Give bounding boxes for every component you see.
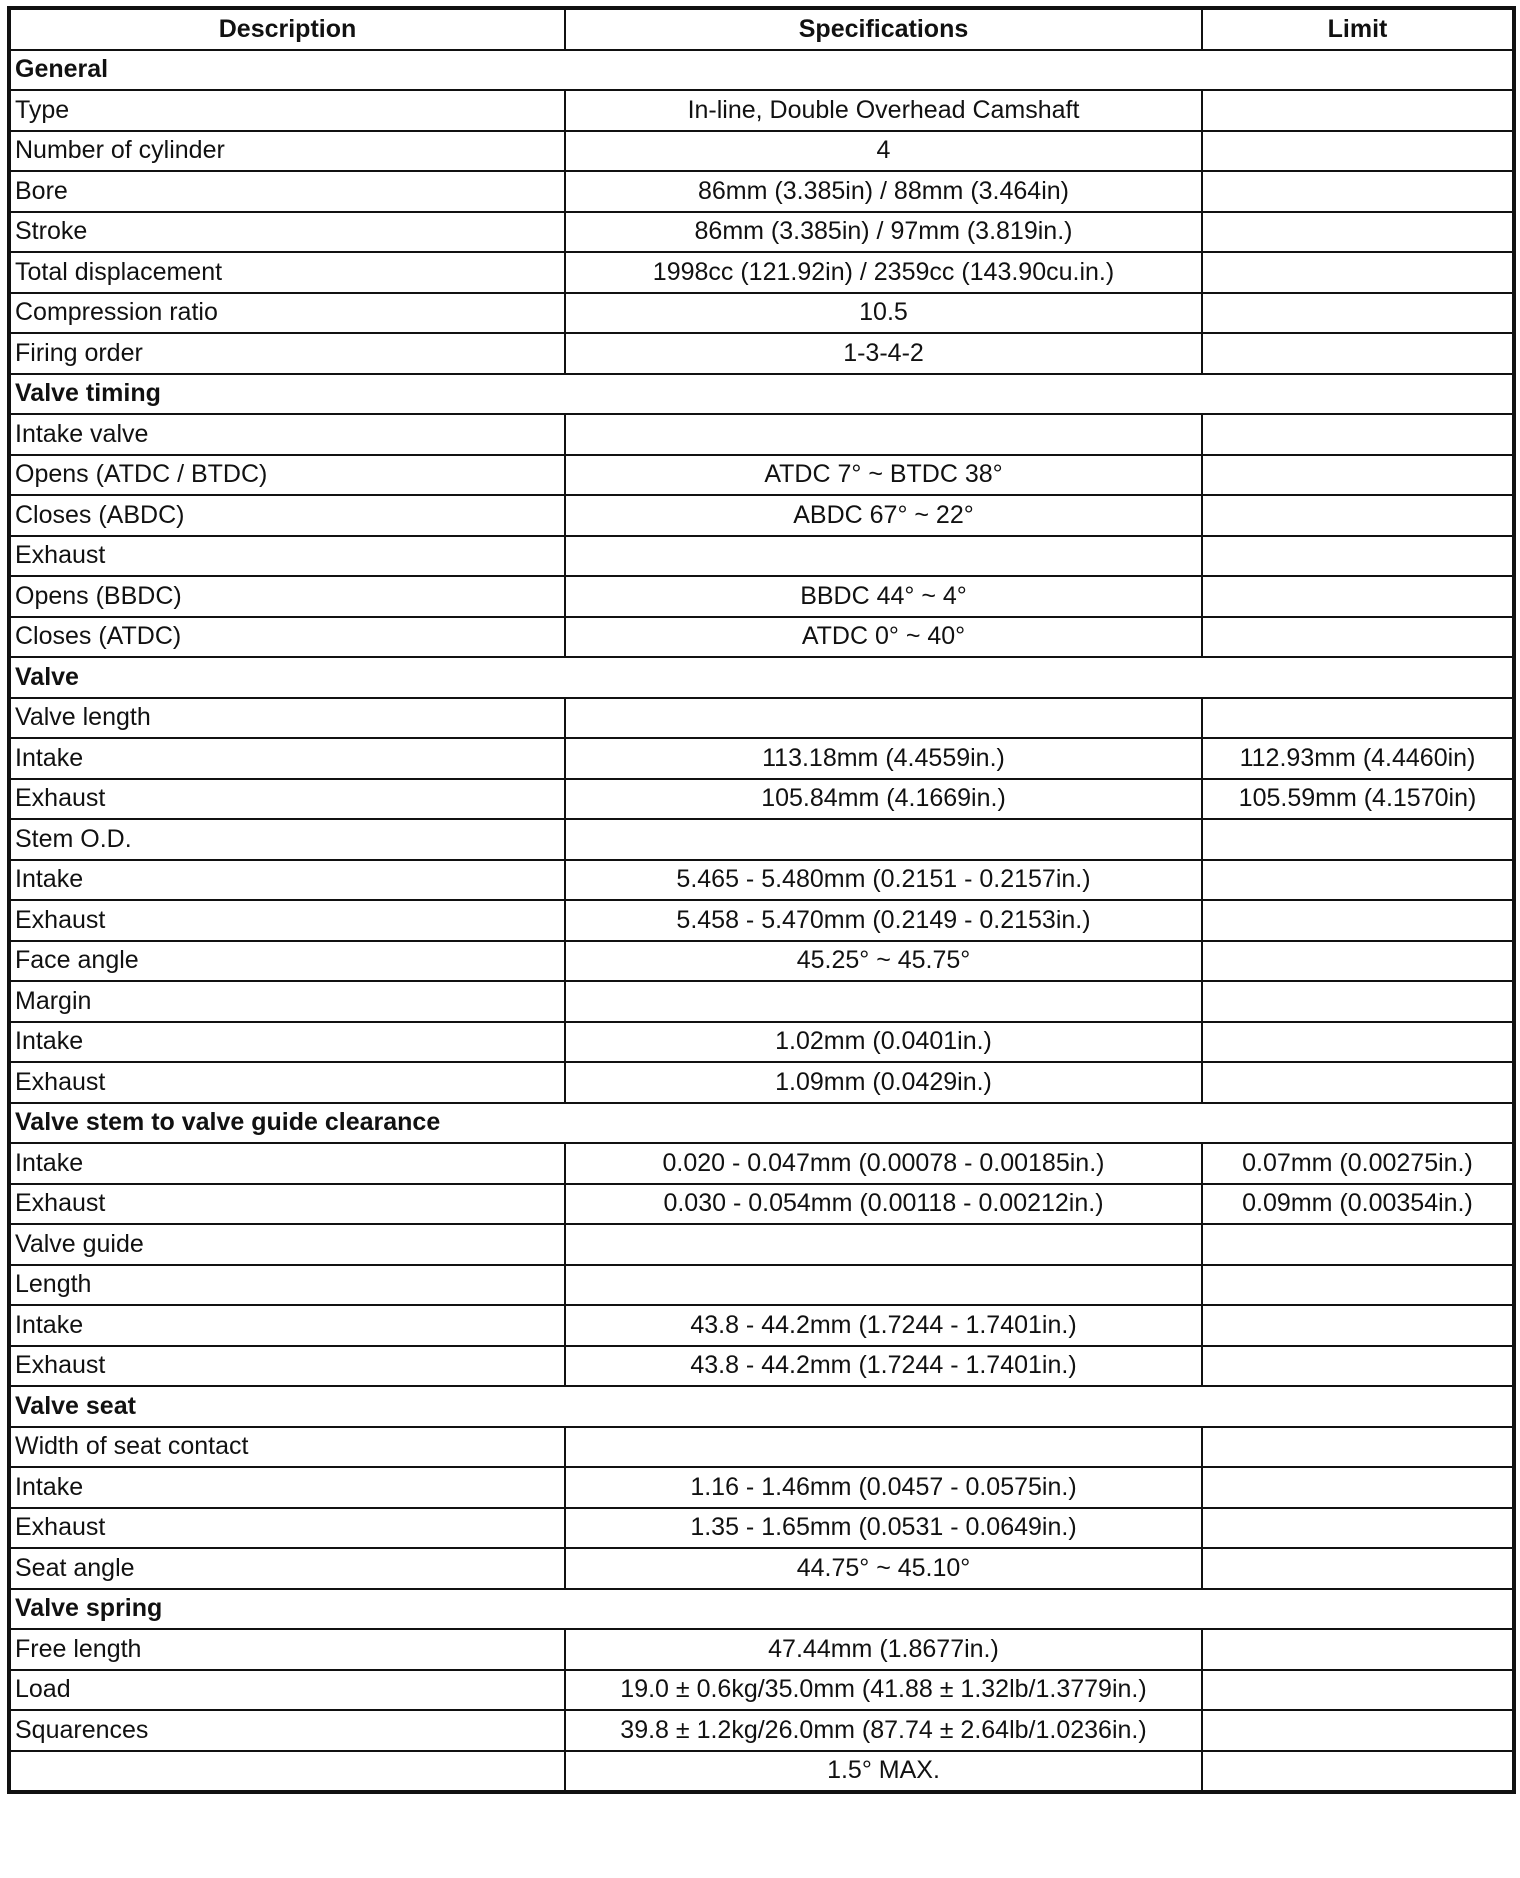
limit-cell (1202, 293, 1514, 334)
limit-cell: 105.59mm (4.1570in) (1202, 779, 1514, 820)
table-row (9, 1508, 1514, 1549)
description-cell: Exhaust (9, 1508, 565, 1549)
table-row (9, 1143, 1514, 1184)
description-cell (9, 1751, 565, 1793)
table-row (9, 90, 1514, 131)
table-row (9, 1022, 1514, 1063)
section-title: Valve stem to valve guide clearance (9, 1103, 1514, 1144)
specification-cell (565, 819, 1202, 860)
table-row (9, 941, 1514, 982)
description-cell: Intake valve (9, 414, 565, 455)
limit-cell (1202, 1427, 1514, 1468)
specification-cell: 45.25° ~ 45.75° (565, 941, 1202, 982)
description-cell: Length (9, 1265, 565, 1306)
table-row (9, 738, 1514, 779)
description-cell: Compression ratio (9, 293, 565, 334)
table-row (9, 981, 1514, 1022)
limit-cell (1202, 900, 1514, 941)
table-row (9, 1670, 1514, 1711)
section-header-row (9, 657, 1514, 698)
description-cell: Intake (9, 1305, 565, 1346)
header-limit: Limit (1202, 8, 1514, 50)
description-cell: Seat angle (9, 1548, 565, 1589)
description-cell: Total displacement (9, 252, 565, 293)
table-row (9, 1184, 1514, 1225)
limit-cell (1202, 333, 1514, 374)
specification-cell: 19.0 ± 0.6kg/35.0mm (41.88 ± 1.32lb/1.3779in.) (565, 1670, 1202, 1711)
header-row (9, 8, 1514, 50)
specification-cell: ATDC 7° ~ BTDC 38° (565, 455, 1202, 496)
table-row (9, 1224, 1514, 1265)
section-title: General (9, 50, 1514, 91)
limit-cell (1202, 1467, 1514, 1508)
specification-cell: BBDC 44° ~ 4° (565, 576, 1202, 617)
table-row (9, 860, 1514, 901)
specification-cell: 39.8 ± 1.2kg/26.0mm (87.74 ± 2.64lb/1.0236in.) (565, 1710, 1202, 1751)
engine-spec-table (7, 6, 1516, 1794)
specification-cell: 10.5 (565, 293, 1202, 334)
table-row (9, 455, 1514, 496)
section-header-row (9, 1386, 1514, 1427)
table-row (9, 1346, 1514, 1387)
description-cell: Exhaust (9, 900, 565, 941)
limit-cell (1202, 1346, 1514, 1387)
section-header-row (9, 374, 1514, 415)
limit-cell (1202, 1022, 1514, 1063)
section-header-row (9, 1103, 1514, 1144)
table-row (9, 576, 1514, 617)
limit-cell (1202, 941, 1514, 982)
description-cell: Load (9, 1670, 565, 1711)
specification-cell: In-line, Double Overhead Camshaft (565, 90, 1202, 131)
limit-cell: 0.09mm (0.00354in.) (1202, 1184, 1514, 1225)
description-cell: Intake (9, 738, 565, 779)
table-row (9, 252, 1514, 293)
table-row (9, 617, 1514, 658)
description-cell: Width of seat contact (9, 1427, 565, 1468)
table-header (9, 8, 1514, 50)
limit-cell (1202, 1062, 1514, 1103)
table-row (9, 131, 1514, 172)
description-cell: Exhaust (9, 779, 565, 820)
specification-cell: 5.458 - 5.470mm (0.2149 - 0.2153in.) (565, 900, 1202, 941)
limit-cell (1202, 171, 1514, 212)
limit-cell (1202, 536, 1514, 577)
description-cell: Bore (9, 171, 565, 212)
specification-cell (565, 698, 1202, 739)
limit-cell (1202, 1224, 1514, 1265)
table-body (9, 50, 1514, 1793)
limit-cell (1202, 860, 1514, 901)
header-specifications: Specifications (565, 8, 1202, 50)
table-row (9, 1305, 1514, 1346)
limit-cell (1202, 212, 1514, 253)
description-cell: Valve guide (9, 1224, 565, 1265)
description-cell: Stem O.D. (9, 819, 565, 860)
specification-cell: 1.35 - 1.65mm (0.0531 - 0.0649in.) (565, 1508, 1202, 1549)
description-cell: Firing order (9, 333, 565, 374)
limit-cell (1202, 576, 1514, 617)
section-title: Valve timing (9, 374, 1514, 415)
description-cell: Free length (9, 1629, 565, 1670)
limit-cell (1202, 1548, 1514, 1589)
limit-cell (1202, 1265, 1514, 1306)
description-cell: Squarences (9, 1710, 565, 1751)
specification-cell: 1.09mm (0.0429in.) (565, 1062, 1202, 1103)
limit-cell (1202, 131, 1514, 172)
description-cell: Valve length (9, 698, 565, 739)
specification-cell: 113.18mm (4.4559in.) (565, 738, 1202, 779)
specification-cell: 0.030 - 0.054mm (0.00118 - 0.00212in.) (565, 1184, 1202, 1225)
table-row (9, 1427, 1514, 1468)
specification-cell (565, 1224, 1202, 1265)
description-cell: Intake (9, 1467, 565, 1508)
spec-table-container (7, 6, 1512, 1794)
limit-cell (1202, 90, 1514, 131)
limit-cell (1202, 1751, 1514, 1793)
limit-cell (1202, 495, 1514, 536)
specification-cell: 1.5° MAX. (565, 1751, 1202, 1793)
description-cell: Stroke (9, 212, 565, 253)
table-row (9, 779, 1514, 820)
limit-cell (1202, 819, 1514, 860)
limit-cell (1202, 252, 1514, 293)
specification-cell: 47.44mm (1.8677in.) (565, 1629, 1202, 1670)
limit-cell: 112.93mm (4.4460in) (1202, 738, 1514, 779)
section-title: Valve (9, 657, 1514, 698)
specification-cell: 43.8 - 44.2mm (1.7244 - 1.7401in.) (565, 1346, 1202, 1387)
specification-cell: 1-3-4-2 (565, 333, 1202, 374)
limit-cell (1202, 414, 1514, 455)
table-row (9, 1062, 1514, 1103)
specification-cell (565, 536, 1202, 577)
description-cell: Exhaust (9, 1346, 565, 1387)
table-row (9, 1710, 1514, 1751)
table-row (9, 1265, 1514, 1306)
specification-cell: 0.020 - 0.047mm (0.00078 - 0.00185in.) (565, 1143, 1202, 1184)
specification-cell: ABDC 67° ~ 22° (565, 495, 1202, 536)
limit-cell (1202, 1629, 1514, 1670)
specification-cell (565, 981, 1202, 1022)
table-row (9, 900, 1514, 941)
table-row (9, 293, 1514, 334)
limit-cell (1202, 1710, 1514, 1751)
description-cell: Exhaust (9, 536, 565, 577)
specification-cell: 86mm (3.385in) / 88mm (3.464in) (565, 171, 1202, 212)
table-row (9, 1751, 1514, 1793)
header-description: Description (9, 8, 565, 50)
specification-cell: 5.465 - 5.480mm (0.2151 - 0.2157in.) (565, 860, 1202, 901)
description-cell: Exhaust (9, 1184, 565, 1225)
table-row (9, 212, 1514, 253)
description-cell: Opens (BBDC) (9, 576, 565, 617)
section-header-row (9, 50, 1514, 91)
table-row (9, 698, 1514, 739)
description-cell: Intake (9, 860, 565, 901)
table-row (9, 495, 1514, 536)
section-title: Valve spring (9, 1589, 1514, 1630)
description-cell: Closes (ATDC) (9, 617, 565, 658)
specification-cell: 43.8 - 44.2mm (1.7244 - 1.7401in.) (565, 1305, 1202, 1346)
specification-cell: 44.75° ~ 45.10° (565, 1548, 1202, 1589)
description-cell: Intake (9, 1143, 565, 1184)
section-title: Valve seat (9, 1386, 1514, 1427)
specification-cell: 4 (565, 131, 1202, 172)
limit-cell (1202, 1670, 1514, 1711)
table-row (9, 171, 1514, 212)
table-row (9, 1548, 1514, 1589)
limit-cell (1202, 698, 1514, 739)
limit-cell (1202, 455, 1514, 496)
specification-cell: 86mm (3.385in) / 97mm (3.819in.) (565, 212, 1202, 253)
table-row (9, 1629, 1514, 1670)
specification-cell: ATDC 0° ~ 40° (565, 617, 1202, 658)
table-row (9, 819, 1514, 860)
table-row (9, 414, 1514, 455)
section-header-row (9, 1589, 1514, 1630)
specification-cell: 1998cc (121.92in) / 2359cc (143.90cu.in.) (565, 252, 1202, 293)
limit-cell (1202, 981, 1514, 1022)
description-cell: Face angle (9, 941, 565, 982)
specification-cell: 1.02mm (0.0401in.) (565, 1022, 1202, 1063)
limit-cell (1202, 617, 1514, 658)
specification-cell (565, 1427, 1202, 1468)
limit-cell: 0.07mm (0.00275in.) (1202, 1143, 1514, 1184)
specification-cell (565, 414, 1202, 455)
table-row (9, 1467, 1514, 1508)
specification-cell: 1.16 - 1.46mm (0.0457 - 0.0575in.) (565, 1467, 1202, 1508)
limit-cell (1202, 1508, 1514, 1549)
description-cell: Intake (9, 1022, 565, 1063)
table-row (9, 333, 1514, 374)
limit-cell (1202, 1305, 1514, 1346)
description-cell: Type (9, 90, 565, 131)
description-cell: Exhaust (9, 1062, 565, 1103)
description-cell: Closes (ABDC) (9, 495, 565, 536)
description-cell: Opens (ATDC / BTDC) (9, 455, 565, 496)
specification-cell: 105.84mm (4.1669in.) (565, 779, 1202, 820)
table-row (9, 536, 1514, 577)
description-cell: Number of cylinder (9, 131, 565, 172)
description-cell: Margin (9, 981, 565, 1022)
specification-cell (565, 1265, 1202, 1306)
